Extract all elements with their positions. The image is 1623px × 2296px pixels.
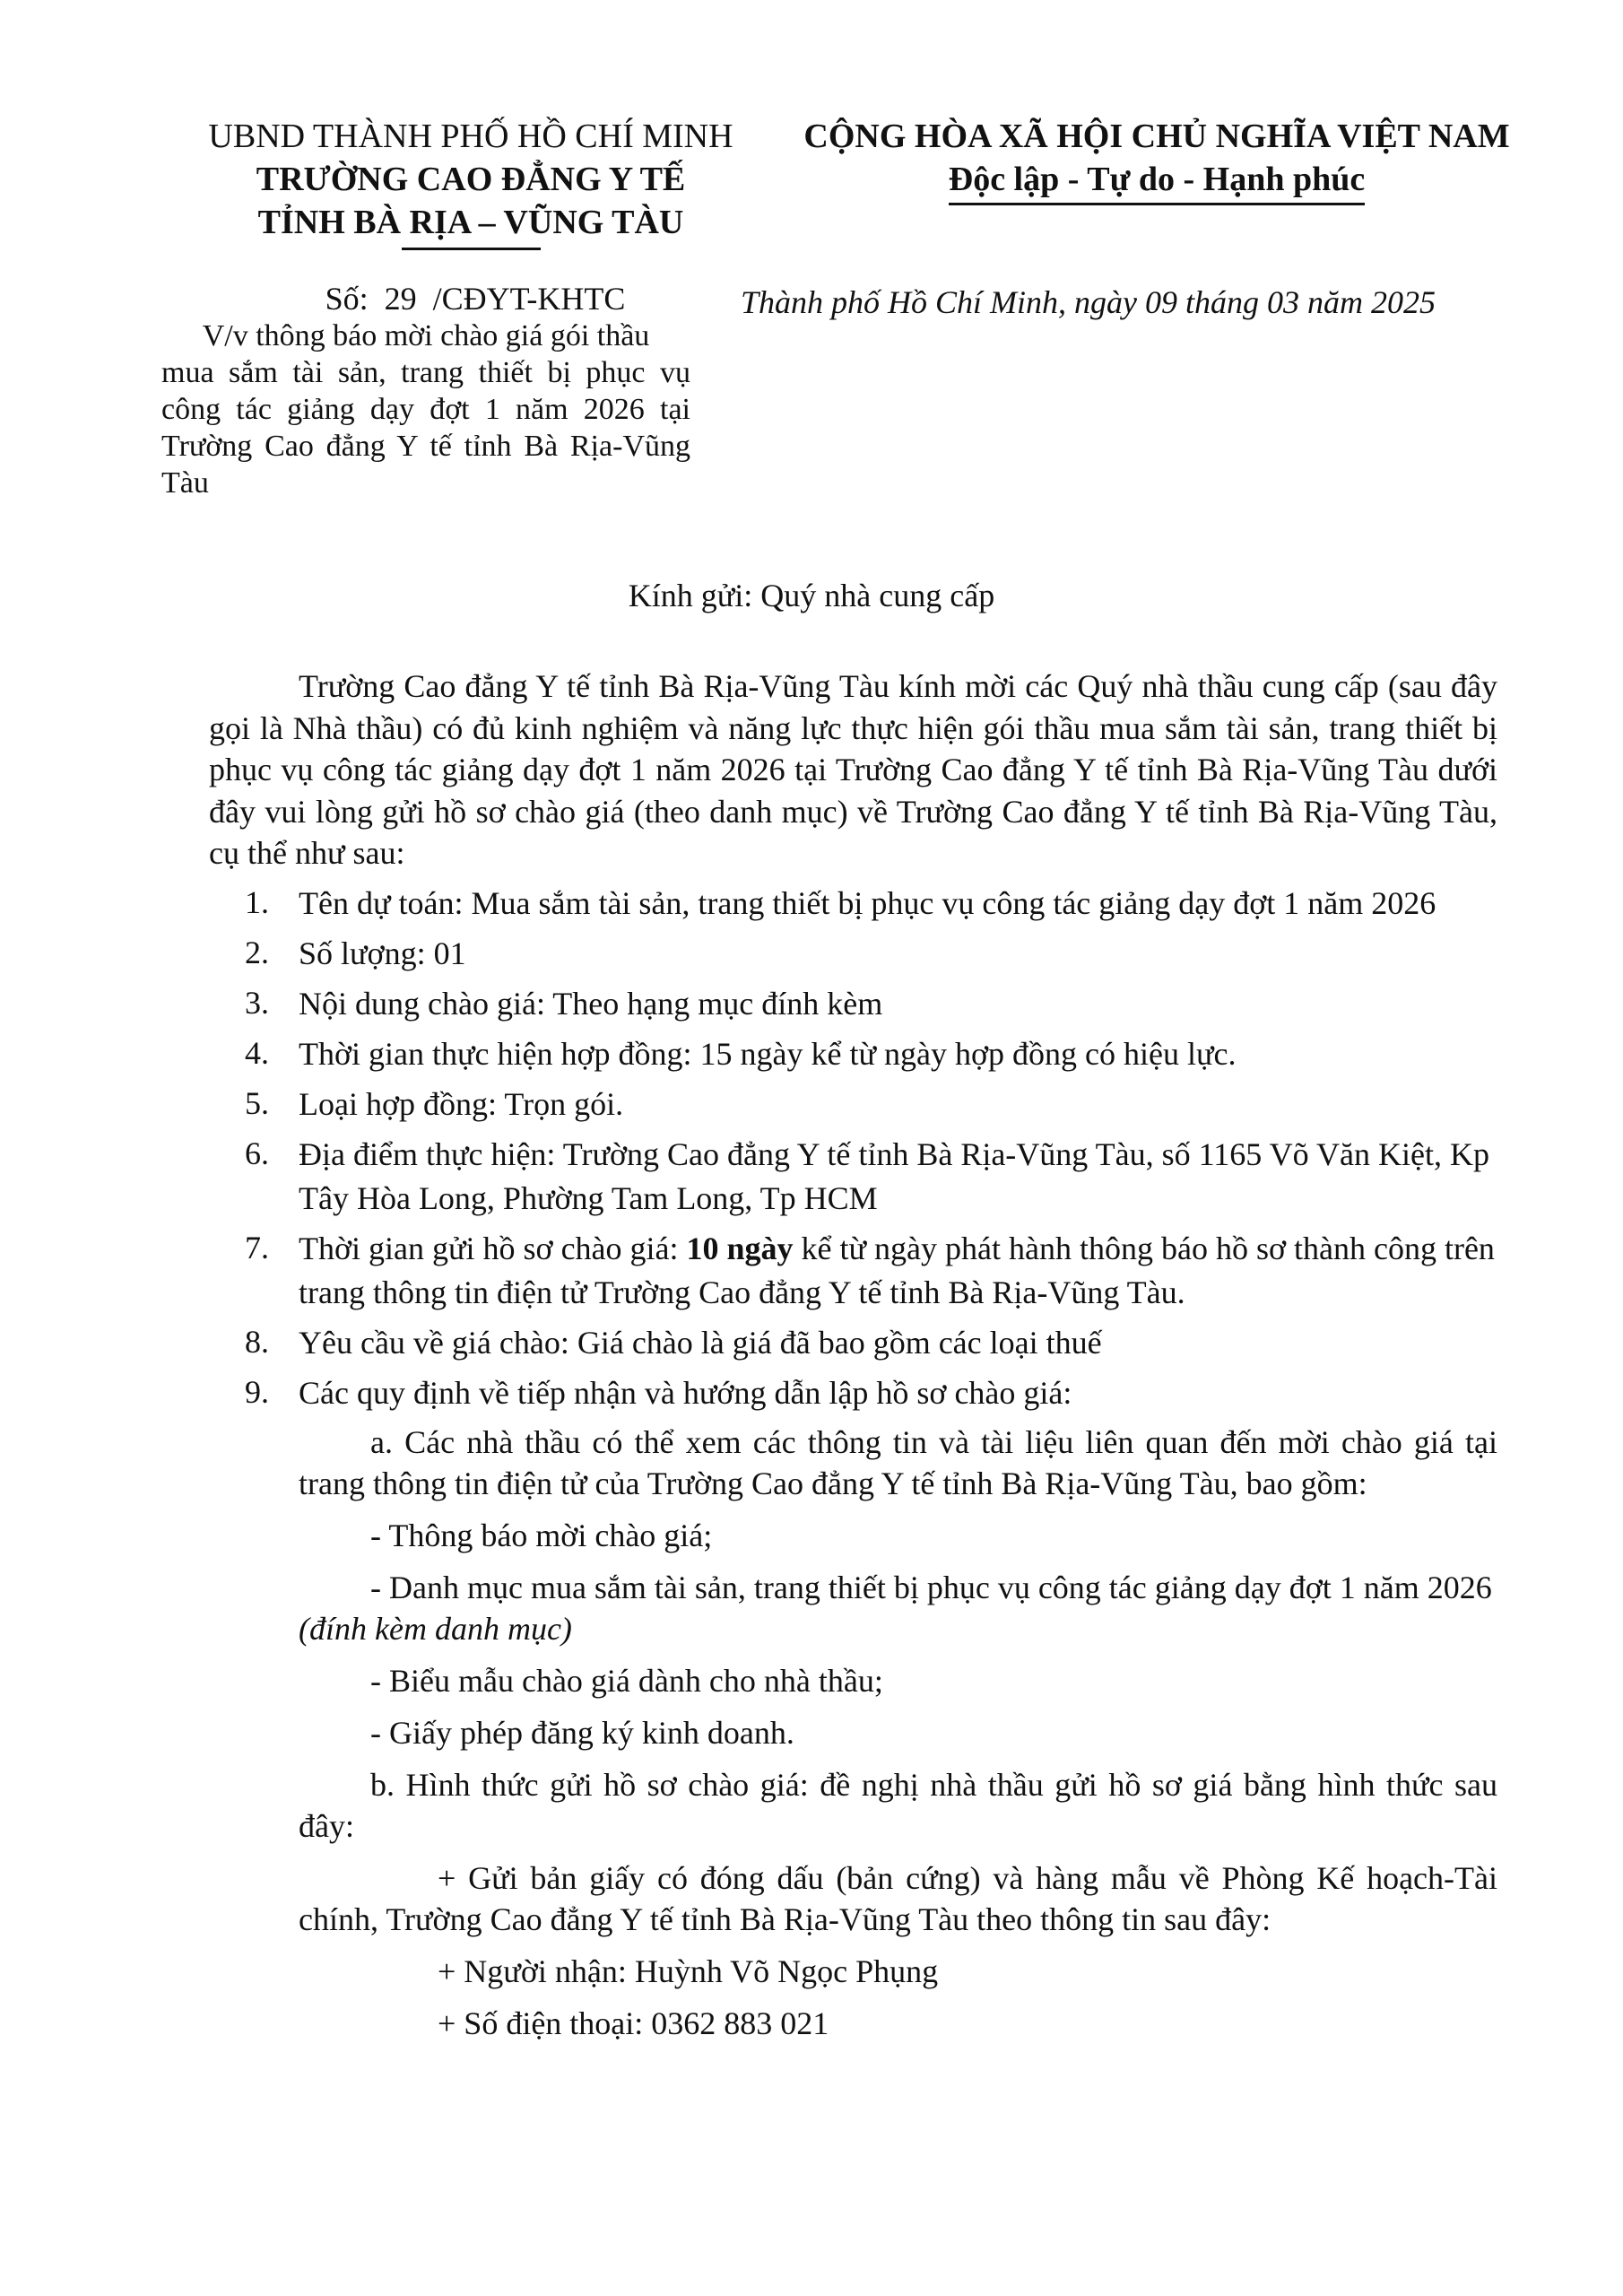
subject-first-line: V/v thông báo mời chào giá gói thầu bbox=[202, 319, 650, 352]
item-number: 1. bbox=[245, 884, 269, 920]
item-text: Loại hợp đồng: Trọn gói. bbox=[299, 1086, 624, 1122]
national-header bbox=[789, 115, 1524, 205]
item-number: 6. bbox=[245, 1135, 269, 1171]
item-number: 3. bbox=[245, 985, 269, 1021]
item-text bbox=[299, 1227, 1497, 1315]
national-motto: Độc lập - Tự do - Hạnh phúc bbox=[949, 158, 1366, 205]
salutation: Kính gửi: Quý nhà cung cấp bbox=[628, 578, 995, 613]
item-number: 4. bbox=[245, 1035, 269, 1071]
document-subject bbox=[161, 317, 690, 501]
item-number: 5. bbox=[245, 1085, 269, 1121]
list-item bbox=[209, 1321, 1497, 1365]
recipient: + Người nhận: Huỳnh Võ Ngọc Phụng bbox=[438, 1953, 939, 1989]
intro-paragraph: Trường Cao đẳng Y tế tỉnh Bà Rịa-Vũng Tàu kính mời các Quý nhà thầu cung cấp (sau đây gọi là Nhà thầu) có đủ kinh nghiệm và năng lực thực hiện gói thầu mua sắm tài sản, trang thiết bị phục vụ công tác giảng dạy đợt 1 năm 2026 tại Trường Cao đẳng Y tế tỉnh Bà Rịa-Vũng Tàu dưới đây vui lòng gửi hồ sơ chào giá (theo danh mục) về Trường Cao đẳng Y tế tỉnh Bà Rịa-Vũng Tàu, cụ thể như sau: bbox=[209, 668, 1497, 871]
subject-rest: mua sắm tài sản, trang thiết bị phục vụ công tác giảng dạy đợt 1 năm 2026 tại Trường Cao đẳng Y tế tỉnh Bà Rịa-Vũng Tàu bbox=[161, 356, 690, 500]
list-item bbox=[209, 1032, 1497, 1076]
item-text-after: kể từ ngày phát hành thông báo hồ sơ thành công trên trang thông tin điện tử Trường Cao đẳng Y tế tỉnh Bà Rịa-Vũng Tàu. bbox=[299, 1231, 1495, 1310]
section-b-text: b. Hình thức gửi hồ sơ chào giá: đề nghị nhà thầu gửi hồ sơ giá bằng hình thức sau đây: bbox=[299, 1767, 1497, 1844]
list-item bbox=[209, 1083, 1497, 1126]
content-list bbox=[209, 882, 1497, 2055]
bullet-item: - Thông báo mời chào giá; bbox=[370, 1518, 713, 1553]
bullet-text: - Danh mục mua sắm tài sản, trang thiết bị phục vụ công tác giảng dạy đợt 1 năm 2026 bbox=[370, 1570, 1492, 1605]
plus-item: + Gửi bản giấy có đóng dấu (bản cứng) và hàng mẫu về Phòng Kế hoạch-Tài chính, Trường Cao đẳng Y tế tỉnh Bà Rịa-Vũng Tàu theo thông tin sau đây: bbox=[299, 1860, 1497, 1937]
list-item bbox=[209, 1133, 1497, 1221]
list-item bbox=[209, 932, 1497, 976]
school-name-line2: TỈNH BÀ RỊA – VŨNG TÀU bbox=[257, 204, 684, 241]
date-line: Thành phố Hồ Chí Minh, ngày 09 tháng 03 năm 2025 bbox=[741, 284, 1436, 320]
header-underline bbox=[402, 248, 541, 250]
item-number: 8. bbox=[245, 1324, 269, 1360]
item-text-before: Thời gian gửi hồ sơ chào giá: bbox=[299, 1231, 687, 1266]
national-title: CỘNG HÒA XÃ HỘI CHỦ NGHĨA VIỆT NAM bbox=[803, 117, 1510, 155]
issuing-authority-header bbox=[161, 115, 780, 250]
list-item bbox=[209, 1227, 1497, 1315]
list-item bbox=[209, 882, 1497, 926]
item-text: Các quy định về tiếp nhận và hướng dẫn lập hồ sơ chào giá: bbox=[299, 1375, 1072, 1411]
phone-number: + Số điện thoại: 0362 883 021 bbox=[438, 2005, 829, 2041]
section-b bbox=[209, 1764, 1497, 2044]
bullet-item bbox=[299, 1567, 1497, 1649]
section-a bbox=[209, 1422, 1497, 1753]
section-a-text: a. Các nhà thầu có thể xem các thông tin và tài liệu liên quan đến mời chào giá tại trang thông tin điện tử của Trường Cao đẳng Y tế tỉnh Bà Rịa-Vũng Tàu, bao gồm: bbox=[299, 1424, 1497, 1501]
item-number: 9. bbox=[245, 1374, 269, 1410]
item-number: 2. bbox=[245, 935, 269, 970]
item-number: 7. bbox=[245, 1230, 269, 1265]
item-text: Thời gian thực hiện hợp đồng: 15 ngày kể từ ngày hợp đồng có hiệu lực. bbox=[299, 1036, 1237, 1072]
list-item bbox=[209, 982, 1497, 1026]
attachment-note: (đính kèm danh mục) bbox=[299, 1611, 572, 1647]
list-item bbox=[209, 1371, 1497, 1415]
bullet-item: - Giấy phép đăng ký kinh doanh. bbox=[370, 1715, 794, 1751]
item-text: Yêu cầu về giá chào: Giá chào là giá đã bao gồm các loại thuế bbox=[299, 1325, 1102, 1361]
bullet-item: - Biểu mẫu chào giá dành cho nhà thầu; bbox=[370, 1663, 883, 1699]
item-text: Nội dung chào giá: Theo hạng mục đính kèm bbox=[299, 986, 883, 1022]
item-text: Tên dự toán: Mua sắm tài sản, trang thiết bị phục vụ công tác giảng dạy đợt 1 năm 2026 bbox=[299, 885, 1436, 921]
authority-line: UBND THÀNH PHỐ HỒ CHÍ MINH bbox=[208, 117, 733, 155]
item-text: Địa điểm thực hiện: Trường Cao đẳng Y tế tỉnh Bà Rịa-Vũng Tàu, số 1165 Võ Văn Kiệt, Kp Tây Hòa Long, Phường Tam Long, Tp HCM bbox=[299, 1136, 1489, 1216]
document-number: Số: 29 /CĐYT-KHTC bbox=[325, 281, 626, 317]
school-name-line1: TRƯỜNG CAO ĐẲNG Y TẾ bbox=[256, 161, 686, 198]
deadline-days: 10 ngày bbox=[686, 1231, 794, 1266]
item-text: Số lượng: 01 bbox=[299, 935, 466, 971]
